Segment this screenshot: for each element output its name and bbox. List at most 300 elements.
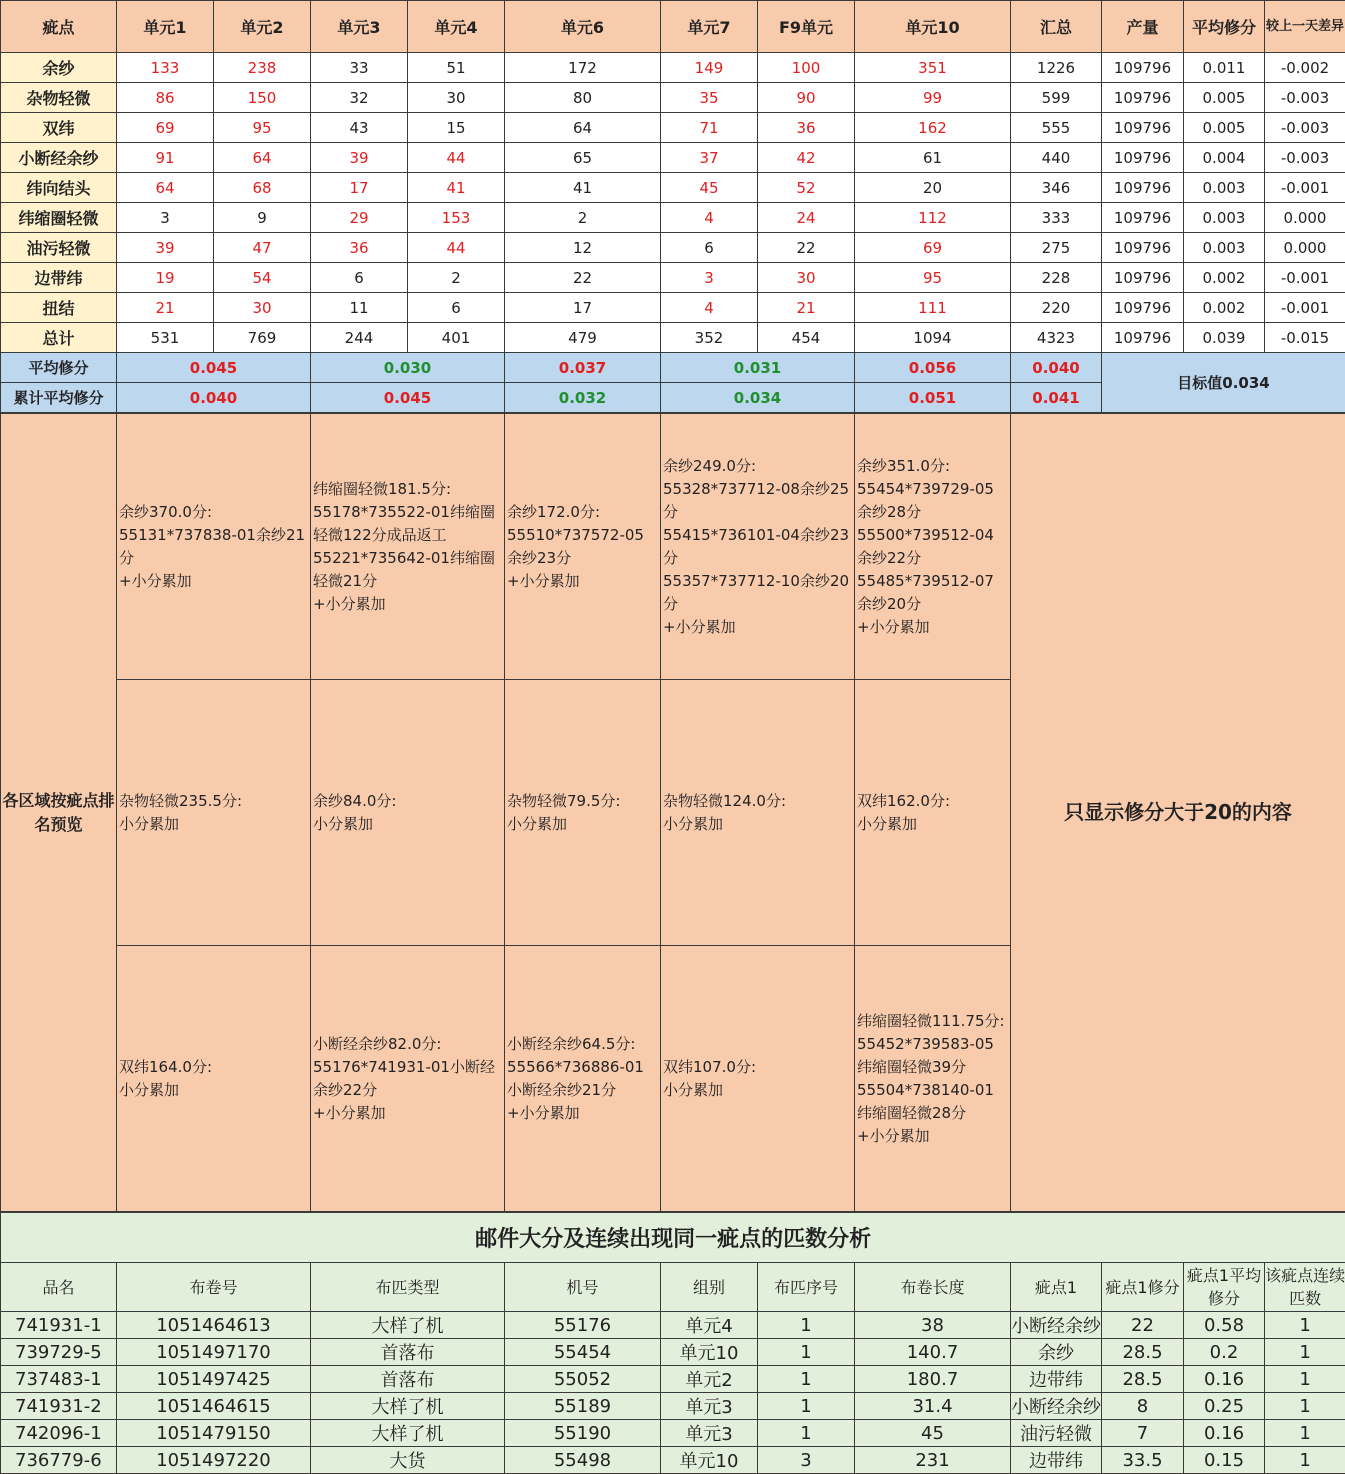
preview-line: 55504*738140-01纬缩圈轻微28分 [857, 1079, 1008, 1125]
preview-cell [855, 680, 1011, 946]
analysis-cell: 1 [1265, 1339, 1345, 1366]
analysis-row [1, 1312, 1345, 1339]
avg-value: 0.040 [117, 383, 311, 413]
defect-value: 4 [661, 293, 758, 323]
analysis-cell: 28.5 [1102, 1339, 1184, 1366]
defect-value: 17 [311, 173, 408, 203]
analysis-title: 邮件大分及连续出现同一疵点的匹数分析 [1, 1213, 1345, 1263]
defect-value: 64 [214, 143, 311, 173]
column-header: 单元10 [855, 1, 1011, 53]
column-header: 单元1 [117, 1, 214, 53]
analysis-cell: 38 [855, 1312, 1011, 1339]
defect-value: 333 [1011, 203, 1102, 233]
analysis-cell: 1051497220 [117, 1447, 311, 1474]
analysis-cell: 1051464615 [117, 1393, 311, 1420]
defect-value: 19 [117, 263, 214, 293]
analysis-cell: 油污轻微 [1011, 1420, 1102, 1447]
analysis-cell: 1051497170 [117, 1339, 311, 1366]
defect-value: 3 [117, 203, 214, 233]
analysis-cell: 180.7 [855, 1366, 1011, 1393]
defect-value: 153 [408, 203, 505, 233]
defect-row [1, 113, 1345, 143]
defect-value: 71 [661, 113, 758, 143]
preview-line: 55415*736101-04余纱23分 [663, 524, 852, 570]
preview-line: 小分累加 [663, 1079, 852, 1102]
avg-value: 0.040 [1011, 353, 1102, 383]
analysis-cell: 1 [758, 1339, 855, 1366]
analysis-cell: 1 [758, 1366, 855, 1393]
avg-value: 0.034 [661, 383, 855, 413]
defect-value: 69 [117, 113, 214, 143]
analysis-cell: 1 [1265, 1447, 1345, 1474]
defect-value: 6 [311, 263, 408, 293]
analysis-cell: 余纱 [1011, 1339, 1102, 1366]
defect-value: 3 [661, 263, 758, 293]
defect-value: 35 [661, 83, 758, 113]
defect-value: 352 [661, 323, 758, 353]
preview-line: 双纬107.0分: [663, 1056, 852, 1079]
analysis-cell: 首落布 [311, 1366, 505, 1393]
analysis-cell: 小断经余纱 [1011, 1393, 1102, 1420]
preview-line: 纬缩圈轻微111.75分: [857, 1010, 1008, 1033]
analysis-cell: 1 [1265, 1420, 1345, 1447]
defect-value: 52 [758, 173, 855, 203]
defect-value: 346 [1011, 173, 1102, 203]
preview-line: 余纱172.0分: [507, 501, 658, 524]
preview-line: 双纬162.0分: [857, 790, 1008, 813]
defect-value: 100 [758, 53, 855, 83]
defect-value: 0.002 [1184, 263, 1265, 293]
preview-cell [505, 414, 661, 680]
avg-value: 0.030 [311, 353, 505, 383]
preview-line: 杂物轻微124.0分: [663, 790, 852, 813]
defect-row [1, 203, 1345, 233]
preview-cell [117, 414, 311, 680]
defect-label: 扭结 [1, 293, 117, 323]
avg-value: 0.041 [1011, 383, 1102, 413]
defect-value: 39 [311, 143, 408, 173]
analysis-cell: 0.16 [1184, 1420, 1265, 1447]
defect-label: 总计 [1, 323, 117, 353]
defect-value: 33 [311, 53, 408, 83]
defect-label: 纬缩圈轻微 [1, 203, 117, 233]
preview-line: 小分累加 [119, 1079, 308, 1102]
analysis-cell: 22 [1102, 1312, 1184, 1339]
analysis-cell: 大货 [311, 1447, 505, 1474]
defect-value: -0.015 [1265, 323, 1345, 353]
analysis-cell: 1 [758, 1420, 855, 1447]
defect-value: -0.001 [1265, 263, 1345, 293]
analysis-cell: 1 [1265, 1393, 1345, 1420]
preview-line: +小分累加 [857, 1125, 1008, 1148]
preview-cell [505, 680, 661, 946]
defect-value: 95 [855, 263, 1011, 293]
preview-line: 小分累加 [313, 813, 502, 836]
defect-value: 21 [758, 293, 855, 323]
defect-value: 1226 [1011, 53, 1102, 83]
preview-cell [117, 680, 311, 946]
defect-row [1, 173, 1345, 203]
defect-value: 4323 [1011, 323, 1102, 353]
defect-value: 109796 [1102, 173, 1184, 203]
column-header: 单元4 [408, 1, 505, 53]
preview-line: 杂物轻微79.5分: [507, 790, 658, 813]
defect-value: 555 [1011, 113, 1102, 143]
defect-value: 109796 [1102, 263, 1184, 293]
preview-line: +小分累加 [857, 616, 1008, 639]
preview-line: +小分累加 [507, 1102, 658, 1125]
defect-value: 32 [311, 83, 408, 113]
analysis-cell: 55189 [505, 1393, 661, 1420]
defect-value: 42 [758, 143, 855, 173]
analysis-cell: 737483-1 [1, 1366, 117, 1393]
defect-value: 22 [758, 233, 855, 263]
analysis-cell: 大样了机 [311, 1420, 505, 1447]
analysis-cell: 55454 [505, 1339, 661, 1366]
defect-value: 2 [505, 203, 661, 233]
analysis-cell: 0.15 [1184, 1447, 1265, 1474]
defect-value: 109796 [1102, 83, 1184, 113]
analysis-cell: 1 [1265, 1366, 1345, 1393]
analysis-cell: 33.5 [1102, 1447, 1184, 1474]
avg-value: 0.056 [855, 353, 1011, 383]
analysis-column-header: 组别 [661, 1263, 758, 1312]
defect-value: 1094 [855, 323, 1011, 353]
analysis-column-header: 布匹类型 [311, 1263, 505, 1312]
preview-cell [855, 414, 1011, 680]
defect-row [1, 53, 1345, 83]
preview-line: 余纱351.0分: [857, 455, 1008, 478]
mail-analysis-table [0, 1212, 1345, 1474]
analysis-cell: 0.16 [1184, 1366, 1265, 1393]
preview-line: 55510*737572-05余纱23分 [507, 524, 658, 570]
defect-value: 65 [505, 143, 661, 173]
defect-value: 64 [505, 113, 661, 143]
defect-value: 30 [408, 83, 505, 113]
column-header: 单元3 [311, 1, 408, 53]
defect-value: 109796 [1102, 323, 1184, 353]
analysis-cell: 1 [758, 1393, 855, 1420]
preview-line: 双纬164.0分: [119, 1056, 308, 1079]
avg-value: 0.037 [505, 353, 661, 383]
column-header: 疵点 [1, 1, 117, 53]
analysis-cell: 739729-5 [1, 1339, 117, 1366]
analysis-cell: 边带纬 [1011, 1447, 1102, 1474]
defect-value: 0.004 [1184, 143, 1265, 173]
defect-value: 351 [855, 53, 1011, 83]
analysis-cell: 741931-1 [1, 1312, 117, 1339]
defect-value: 24 [758, 203, 855, 233]
defect-label: 余纱 [1, 53, 117, 83]
preview-line: 小断经余纱64.5分: [507, 1033, 658, 1056]
defect-value: 172 [505, 53, 661, 83]
defect-value: 91 [117, 143, 214, 173]
avg-label: 累计平均修分 [1, 383, 117, 413]
analysis-cell: 单元3 [661, 1393, 758, 1420]
defect-value: 36 [758, 113, 855, 143]
preview-row [1, 414, 1345, 680]
analysis-cell: 1 [1265, 1312, 1345, 1339]
defect-value: 109796 [1102, 203, 1184, 233]
defect-summary-table [0, 0, 1345, 413]
preview-line: 余纱249.0分: [663, 455, 852, 478]
column-header: 汇总 [1011, 1, 1102, 53]
defect-row [1, 323, 1345, 353]
avg-value: 0.031 [661, 353, 855, 383]
analysis-cell: 8 [1102, 1393, 1184, 1420]
analysis-cell: 单元3 [661, 1420, 758, 1447]
preview-cell [311, 680, 505, 946]
defect-value: 162 [855, 113, 1011, 143]
defect-value: 531 [117, 323, 214, 353]
preview-line: +小分累加 [663, 616, 852, 639]
analysis-cell: 3 [758, 1447, 855, 1474]
defect-value: 0.000 [1265, 203, 1345, 233]
analysis-header-row [1, 1263, 1345, 1312]
defect-row [1, 233, 1345, 263]
analysis-cell: 55498 [505, 1447, 661, 1474]
preview-cell [855, 946, 1011, 1212]
avg-value: 0.045 [117, 353, 311, 383]
defect-value: -0.002 [1265, 53, 1345, 83]
defect-value: 0.003 [1184, 173, 1265, 203]
analysis-cell: 单元4 [661, 1312, 758, 1339]
preview-cell [661, 414, 855, 680]
preview-line: 55566*736886-01小断经余纱21分 [507, 1056, 658, 1102]
defect-value: 109796 [1102, 143, 1184, 173]
defect-label: 边带纬 [1, 263, 117, 293]
analysis-cell: 单元10 [661, 1339, 758, 1366]
defect-value: 54 [214, 263, 311, 293]
defect-value: 0.005 [1184, 83, 1265, 113]
preview-line: 55357*737712-10余纱20分 [663, 570, 852, 616]
analysis-column-header: 疵点1平均修分 [1184, 1263, 1265, 1312]
defect-value: 228 [1011, 263, 1102, 293]
defect-row [1, 143, 1345, 173]
analysis-cell: 28.5 [1102, 1366, 1184, 1393]
analysis-title-row [1, 1213, 1345, 1263]
preview-cell [661, 680, 855, 946]
defect-value: 401 [408, 323, 505, 353]
analysis-column-header: 疵点1修分 [1102, 1263, 1184, 1312]
preview-cell [311, 946, 505, 1212]
preview-line: 杂物轻微235.5分: [119, 790, 308, 813]
analysis-cell: 31.4 [855, 1393, 1011, 1420]
defect-value: 0.039 [1184, 323, 1265, 353]
analysis-column-header: 布卷长度 [855, 1263, 1011, 1312]
preview-line: 小分累加 [663, 813, 852, 836]
defect-value: 86 [117, 83, 214, 113]
defect-value: 69 [855, 233, 1011, 263]
defect-row [1, 263, 1345, 293]
column-header: 较上一天差异 [1265, 1, 1345, 53]
defect-value: 15 [408, 113, 505, 143]
avg-value: 0.051 [855, 383, 1011, 413]
preview-note: 只显示修分大于20的内容 [1011, 414, 1345, 1212]
analysis-column-header: 布卷号 [117, 1263, 311, 1312]
defect-value: 30 [758, 263, 855, 293]
defect-value: 90 [758, 83, 855, 113]
preview-cell [661, 946, 855, 1212]
analysis-column-header: 布匹序号 [758, 1263, 855, 1312]
defect-value: 21 [117, 293, 214, 323]
preview-cell [311, 414, 505, 680]
defect-value: 6 [661, 233, 758, 263]
analysis-cell: 单元10 [661, 1447, 758, 1474]
preview-line: 余纱84.0分: [313, 790, 502, 813]
defect-value: 0.011 [1184, 53, 1265, 83]
analysis-cell: 45 [855, 1420, 1011, 1447]
defect-value: 112 [855, 203, 1011, 233]
preview-line: 小断经余纱82.0分: [313, 1033, 502, 1056]
defect-value: 150 [214, 83, 311, 113]
defect-value: 11 [311, 293, 408, 323]
defect-value: 2 [408, 263, 505, 293]
defect-value: 275 [1011, 233, 1102, 263]
defect-value: 109796 [1102, 53, 1184, 83]
preview-line: +小分累加 [507, 570, 658, 593]
analysis-cell: 单元2 [661, 1366, 758, 1393]
analysis-row [1, 1339, 1345, 1366]
defect-value: 61 [855, 143, 1011, 173]
analysis-cell: 1051464613 [117, 1312, 311, 1339]
preview-line: 小分累加 [119, 813, 308, 836]
avg-value: 0.032 [505, 383, 661, 413]
analysis-cell: 小断经余纱 [1011, 1312, 1102, 1339]
defect-value: 39 [117, 233, 214, 263]
defect-label: 双纬 [1, 113, 117, 143]
defect-value: 44 [408, 143, 505, 173]
defect-value: 769 [214, 323, 311, 353]
analysis-column-header: 品名 [1, 1263, 117, 1312]
defect-value: 30 [214, 293, 311, 323]
defect-value: 36 [311, 233, 408, 263]
defect-value: 0.000 [1265, 233, 1345, 263]
defect-value: 47 [214, 233, 311, 263]
defect-value: 45 [661, 173, 758, 203]
preview-line: +小分累加 [313, 1102, 502, 1125]
analysis-cell: 0.25 [1184, 1393, 1265, 1420]
analysis-cell: 736779-6 [1, 1447, 117, 1474]
preview-line: 55328*737712-08余纱25分 [663, 478, 852, 524]
defect-value: 479 [505, 323, 661, 353]
defect-row [1, 293, 1345, 323]
preview-cell [505, 946, 661, 1212]
defect-value: 0.002 [1184, 293, 1265, 323]
defect-value: 244 [311, 323, 408, 353]
defect-value: 41 [408, 173, 505, 203]
preview-line: +小分累加 [313, 593, 502, 616]
defect-value: 454 [758, 323, 855, 353]
defect-value: 80 [505, 83, 661, 113]
preview-label: 各区域按疵点排名预览 [1, 414, 117, 1212]
analysis-cell: 首落布 [311, 1339, 505, 1366]
avg-label: 平均修分 [1, 353, 117, 383]
defect-value: -0.003 [1265, 113, 1345, 143]
analysis-cell: 边带纬 [1011, 1366, 1102, 1393]
defect-value: 0.005 [1184, 113, 1265, 143]
avg-value: 0.045 [311, 383, 505, 413]
column-header: F9单元 [758, 1, 855, 53]
analysis-cell: 55190 [505, 1420, 661, 1447]
defect-value: 17 [505, 293, 661, 323]
preview-line: 小分累加 [857, 813, 1008, 836]
preview-line: 55485*739512-07余纱20分 [857, 570, 1008, 616]
defect-value: 220 [1011, 293, 1102, 323]
preview-line: 余纱370.0分: [119, 501, 308, 524]
analysis-cell: 55052 [505, 1366, 661, 1393]
defect-value: 68 [214, 173, 311, 203]
analysis-column-header: 机号 [505, 1263, 661, 1312]
preview-line: 55452*739583-05纬缩圈轻微39分 [857, 1033, 1008, 1079]
column-header: 产量 [1102, 1, 1184, 53]
defect-value: 44 [408, 233, 505, 263]
defect-value: -0.001 [1265, 293, 1345, 323]
column-header: 单元2 [214, 1, 311, 53]
region-preview-table [0, 413, 1345, 1212]
preview-line: 55454*739729-05余纱28分 [857, 478, 1008, 524]
defect-value: -0.003 [1265, 83, 1345, 113]
analysis-cell: 1051497425 [117, 1366, 311, 1393]
defect-label: 油污轻微 [1, 233, 117, 263]
defect-value: 109796 [1102, 113, 1184, 143]
preview-line: 纬缩圈轻微181.5分: [313, 478, 502, 501]
defect-value: 95 [214, 113, 311, 143]
column-header: 单元7 [661, 1, 758, 53]
defect-label: 小断经余纱 [1, 143, 117, 173]
defect-value: 133 [117, 53, 214, 83]
defect-value: 22 [505, 263, 661, 293]
defect-value: 64 [117, 173, 214, 203]
analysis-column-header: 该疵点连续匹数 [1265, 1263, 1345, 1312]
defect-row [1, 83, 1345, 113]
analysis-cell: 0.58 [1184, 1312, 1265, 1339]
defect-value: 4 [661, 203, 758, 233]
defect-value: 111 [855, 293, 1011, 323]
preview-line: 55178*735522-01纬缩圈轻微122分成品返工 [313, 501, 502, 547]
analysis-cell: 231 [855, 1447, 1011, 1474]
defect-value: 149 [661, 53, 758, 83]
preview-line: 55221*735642-01纬缩圈轻微21分 [313, 547, 502, 593]
defect-value: 29 [311, 203, 408, 233]
analysis-row [1, 1447, 1345, 1474]
defect-value: 99 [855, 83, 1011, 113]
analysis-cell: 1051479150 [117, 1420, 311, 1447]
analysis-cell: 大样了机 [311, 1312, 505, 1339]
column-header: 平均修分 [1184, 1, 1265, 53]
avg-row [1, 353, 1345, 383]
analysis-cell: 0.2 [1184, 1339, 1265, 1366]
analysis-cell: 55176 [505, 1312, 661, 1339]
defect-value: 109796 [1102, 233, 1184, 263]
target-value: 目标值0.034 [1102, 353, 1345, 413]
defect-value: -0.001 [1265, 173, 1345, 203]
defect-value: 440 [1011, 143, 1102, 173]
analysis-cell: 7 [1102, 1420, 1184, 1447]
defect-value: 43 [311, 113, 408, 143]
preview-line: 55131*737838-01余纱21分 [119, 524, 308, 570]
analysis-cell: 大样了机 [311, 1393, 505, 1420]
analysis-cell: 741931-2 [1, 1393, 117, 1420]
defect-value: 12 [505, 233, 661, 263]
defect-value: 109796 [1102, 293, 1184, 323]
analysis-row [1, 1420, 1345, 1447]
column-header: 单元6 [505, 1, 661, 53]
defect-value: 41 [505, 173, 661, 203]
defect-value: 0.003 [1184, 203, 1265, 233]
defect-value: 238 [214, 53, 311, 83]
header-row [1, 1, 1345, 53]
